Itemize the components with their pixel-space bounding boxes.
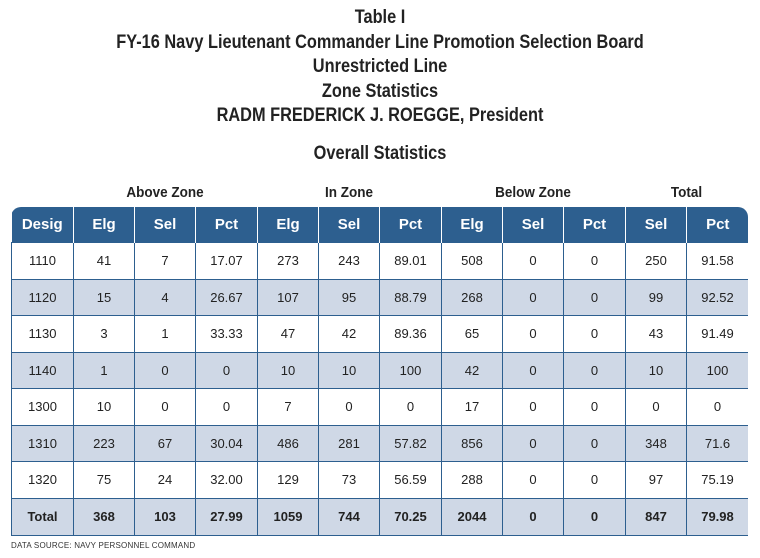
- column-header: Pct: [687, 207, 749, 243]
- table-cell: 42: [319, 316, 380, 353]
- table-cell: 89.01: [380, 243, 442, 280]
- table-cell: 71.6: [687, 425, 749, 462]
- table-cell: 0: [503, 389, 564, 426]
- total-cell: 744: [319, 498, 380, 535]
- column-header: Sel: [503, 207, 564, 243]
- total-cell: 2044: [442, 498, 503, 535]
- column-header: Elg: [74, 207, 135, 243]
- column-header: Elg: [442, 207, 503, 243]
- table-cell: 91.49: [687, 316, 749, 353]
- table-cell: 250: [626, 243, 687, 280]
- stats-table: [11, 207, 748, 536]
- table-cell: 0: [564, 425, 626, 462]
- column-header: Desig: [12, 207, 74, 243]
- table-cell: 92.52: [687, 279, 749, 316]
- table-cell: 0: [503, 316, 564, 353]
- table-cell: 10: [74, 389, 135, 426]
- total-cell: 0: [564, 498, 626, 535]
- table-cell: 0: [564, 352, 626, 389]
- table-cell: 107: [258, 279, 319, 316]
- table-cell: 0: [503, 462, 564, 499]
- header-row: [12, 207, 749, 243]
- table-cell: 273: [258, 243, 319, 280]
- total-cell: 103: [135, 498, 196, 535]
- table-cell: 43: [626, 316, 687, 353]
- table-cell: 0: [503, 243, 564, 280]
- column-header: Pct: [564, 207, 626, 243]
- subtitle: Overall Statistics: [313, 143, 447, 164]
- table-cell: 0: [564, 279, 626, 316]
- title-line-table: Table I: [354, 7, 406, 28]
- column-header: Sel: [626, 207, 687, 243]
- table-cell: 17: [442, 389, 503, 426]
- table-row: [12, 279, 749, 316]
- table-cell: 89.36: [380, 316, 442, 353]
- title-line-category: Unrestricted Line: [312, 56, 448, 77]
- total-cell: 0: [503, 498, 564, 535]
- column-header: Sel: [135, 207, 196, 243]
- table-cell: 1: [74, 352, 135, 389]
- table-cell: 0: [196, 352, 258, 389]
- table-cell: 0: [503, 425, 564, 462]
- table-cell: 243: [319, 243, 380, 280]
- total-row: [12, 498, 749, 535]
- total-cell: 27.99: [196, 498, 258, 535]
- table-cell: 223: [74, 425, 135, 462]
- column-header: Pct: [196, 207, 258, 243]
- table-cell: 508: [442, 243, 503, 280]
- table-row: [12, 316, 749, 353]
- total-cell: 79.98: [687, 498, 749, 535]
- group-below-zone: Below Zone: [495, 184, 571, 201]
- table-cell: 47: [258, 316, 319, 353]
- table-cell: 10: [258, 352, 319, 389]
- column-header: Elg: [258, 207, 319, 243]
- table-cell: 95: [319, 279, 380, 316]
- table-cell: 0: [380, 389, 442, 426]
- table-cell: 42: [442, 352, 503, 389]
- group-headers: [0, 184, 760, 204]
- group-above-zone: Above Zone: [126, 184, 204, 201]
- data-source-note: DATA SOURCE: NAVY PERSONNEL COMMAND: [11, 541, 196, 550]
- table-cell: 88.79: [380, 279, 442, 316]
- table-cell: 0: [564, 316, 626, 353]
- group-in-zone: In Zone: [324, 184, 373, 201]
- table-row: [12, 352, 749, 389]
- table-cell: 0: [626, 389, 687, 426]
- table-cell: 26.67: [196, 279, 258, 316]
- table-cell: 4: [135, 279, 196, 316]
- table-cell: 0: [503, 279, 564, 316]
- table-cell: 10: [626, 352, 687, 389]
- total-cell: 847: [626, 498, 687, 535]
- table-cell: 97: [626, 462, 687, 499]
- table-row: [12, 243, 749, 280]
- table-cell: 15: [74, 279, 135, 316]
- stats-table-wrap: [11, 207, 748, 537]
- title-line-zone: Zone Statistics: [321, 80, 439, 102]
- table-cell: 75.19: [687, 462, 749, 499]
- total-cell: 368: [74, 498, 135, 535]
- desig-cell: 1110: [12, 243, 74, 280]
- table-row: [12, 425, 749, 462]
- table-cell: 73: [319, 462, 380, 499]
- table-cell: 32.00: [196, 462, 258, 499]
- table-cell: 67: [135, 425, 196, 462]
- table-cell: 0: [196, 389, 258, 426]
- table-cell: 17.07: [196, 243, 258, 280]
- table-cell: 100: [380, 352, 442, 389]
- table-cell: 486: [258, 425, 319, 462]
- table-cell: 0: [135, 352, 196, 389]
- table-cell: 129: [258, 462, 319, 499]
- table-cell: 7: [135, 243, 196, 280]
- table-cell: 0: [687, 389, 749, 426]
- table-cell: 0: [319, 389, 380, 426]
- total-cell: 1059: [258, 498, 319, 535]
- table-cell: 75: [74, 462, 135, 499]
- desig-cell: 1120: [12, 279, 74, 316]
- table-cell: 30.04: [196, 425, 258, 462]
- table-cell: 0: [564, 389, 626, 426]
- table-cell: 57.82: [380, 425, 442, 462]
- table-cell: 856: [442, 425, 503, 462]
- table-cell: 268: [442, 279, 503, 316]
- column-header: Sel: [319, 207, 380, 243]
- table-cell: 281: [319, 425, 380, 462]
- table-cell: 1: [135, 316, 196, 353]
- group-total: Total: [670, 184, 703, 201]
- table-cell: 348: [626, 425, 687, 462]
- table-cell: 0: [564, 462, 626, 499]
- desig-cell: 1140: [12, 352, 74, 389]
- table-cell: 0: [564, 243, 626, 280]
- table-cell: 7: [258, 389, 319, 426]
- table-cell: 33.33: [196, 316, 258, 353]
- table-row: [12, 462, 749, 499]
- table-cell: 0: [503, 352, 564, 389]
- table-cell: 100: [687, 352, 749, 389]
- table-cell: 288: [442, 462, 503, 499]
- column-header: Pct: [380, 207, 442, 243]
- table-cell: 0: [135, 389, 196, 426]
- total-label-cell: Total: [12, 498, 74, 535]
- table-cell: 10: [319, 352, 380, 389]
- desig-cell: 1320: [12, 462, 74, 499]
- table-cell: 91.58: [687, 243, 749, 280]
- table-cell: 56.59: [380, 462, 442, 499]
- desig-cell: 1130: [12, 316, 74, 353]
- table-cell: 3: [74, 316, 135, 353]
- title-block: [53, 6, 707, 129]
- title-line-board: FY-16 Navy Lieutenant Commander Line Promotion Selection Board: [116, 31, 644, 53]
- table-cell: 99: [626, 279, 687, 316]
- table-cell: 24: [135, 462, 196, 499]
- table-cell: 65: [442, 316, 503, 353]
- total-cell: 70.25: [380, 498, 442, 535]
- title-line-president: RADM FREDERICK J. ROEGGE, President: [216, 105, 544, 126]
- desig-cell: 1310: [12, 425, 74, 462]
- desig-cell: 1300: [12, 389, 74, 426]
- table-row: [12, 389, 749, 426]
- table-cell: 41: [74, 243, 135, 280]
